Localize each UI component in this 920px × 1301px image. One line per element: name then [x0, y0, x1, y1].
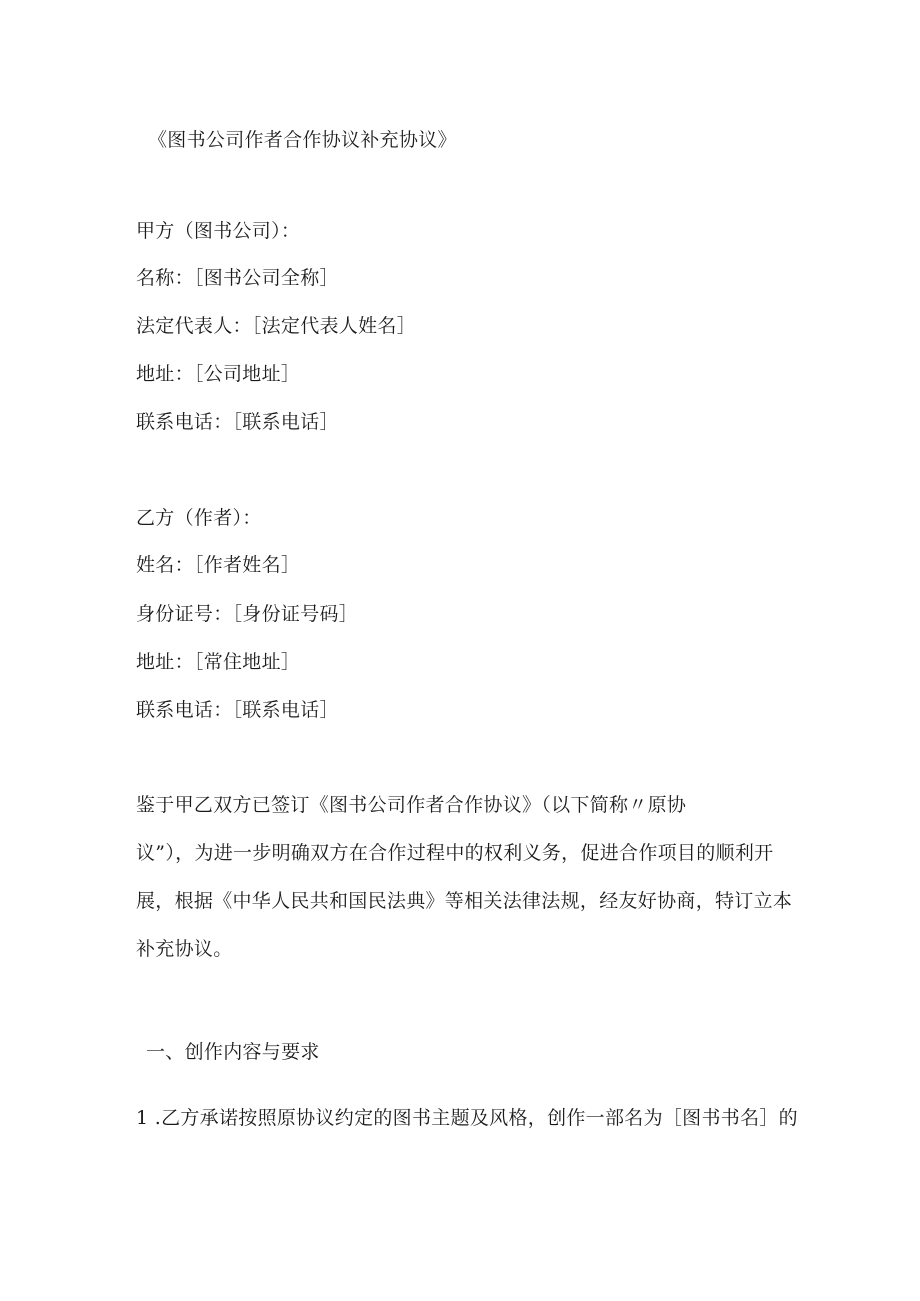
party-b-heading: 乙方（作者）： — [136, 507, 262, 529]
section-1-item-1: 1 .乙方承诺按照原协议约定的图书主题及风格，创作一部名为［图书书名］的 — [136, 1107, 798, 1129]
party-a-heading: 甲方（图书公司）： — [136, 220, 301, 242]
preamble-line-1: 鉴于甲乙双方已签订《图书公司作者合作协议》（以下简称〃原协 — [136, 794, 687, 816]
preamble-line-4: 补充协议。 — [136, 938, 233, 960]
party-a-phone: 联系电话：［联系电话］ — [136, 411, 339, 433]
document-title: 《图书公司作者合作协议补充协议》 — [148, 129, 457, 151]
preamble-line-2: 议”），为进一步明确双方在合作过程中的权利义务，促进合作项目的顺利开 — [136, 842, 774, 864]
party-b-phone: 联系电话：［联系电话］ — [136, 699, 339, 721]
preamble-line-3: 展，根据《中华人民共和国民法典》等相关法律法规，经友好协商，特订立本 — [136, 890, 793, 912]
party-b-name: 姓名：［作者姓名］ — [136, 554, 301, 576]
party-a-representative: 法定代表人：［法定代表人姓名］ — [136, 315, 417, 337]
party-a-name: 名称：［图书公司全称］ — [136, 267, 339, 289]
party-b-id-number: 身份证号：［身份证号码］ — [136, 603, 359, 625]
section-1-heading: 一、创作内容与要求 — [146, 1041, 320, 1063]
party-b-address: 地址：［常住地址］ — [136, 651, 301, 673]
party-a-address: 地址：［公司地址］ — [136, 363, 301, 385]
